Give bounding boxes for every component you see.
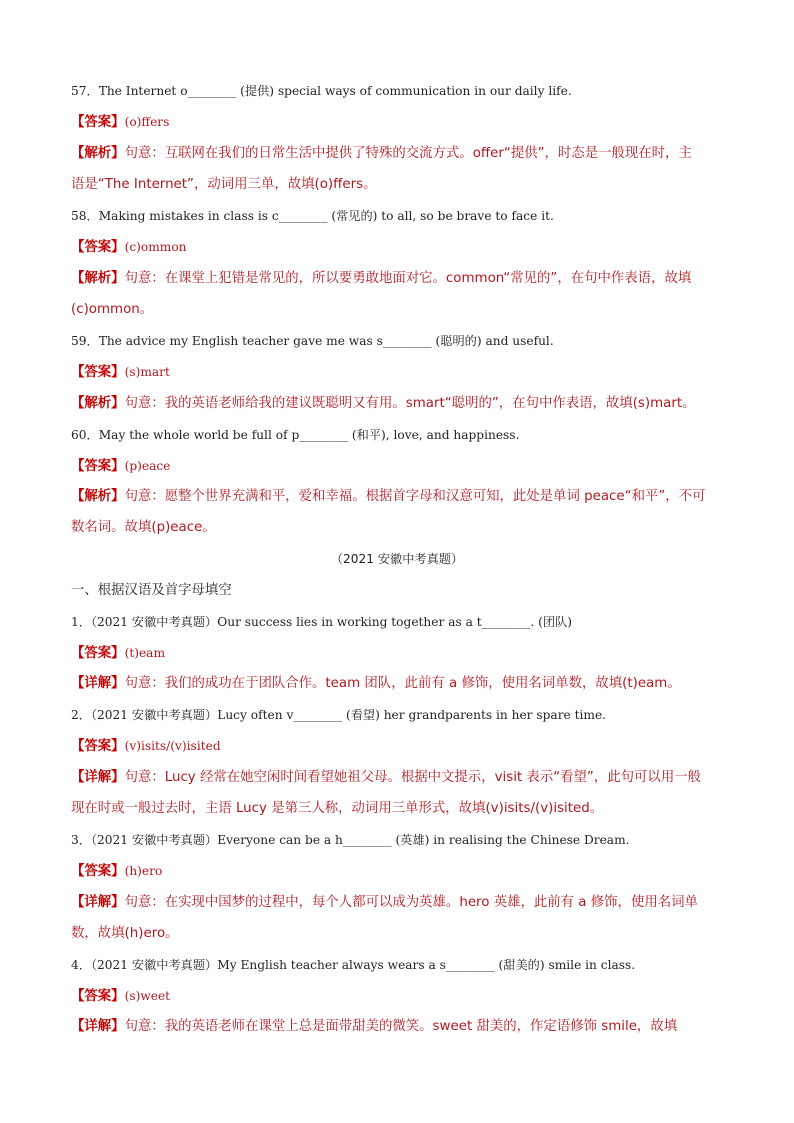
answer-57	[71, 114, 169, 131]
analysis-text: 句意：我的英语老师给我的建议既聪明又有用。smart“聪明的”，在句中作表语，故填(s)mart。	[124, 396, 696, 411]
question-2: 2．（2021 安徽中考真题）Lucy often v________ (看望) her grandparents in her spare time.	[71, 708, 607, 722]
analysis-tag: 【解析】	[71, 489, 125, 504]
answer-1	[71, 645, 165, 662]
answer-4	[71, 988, 170, 1005]
answer-tag: 【答案】	[71, 459, 125, 474]
detail-2-line-2: 现在时或一般过去时，主语 Lucy 是第三人称，动词用三单形式，故填(v)isits/(v)isited。	[71, 801, 604, 816]
answer-58	[71, 239, 187, 256]
answer-tag: 【答案】	[71, 646, 125, 661]
answer-59	[71, 364, 170, 381]
answer-tag: 【答案】	[71, 240, 125, 255]
detail-tag: 【详解】	[71, 895, 125, 910]
answer-text: (p)eace	[124, 459, 171, 473]
analysis-57-line-2: 语是“The Internet”，动词用三单，故填(o)ffers。	[71, 177, 377, 192]
question-58: 58．Making mistakes in class is c________ (常见的) to all, so be brave to face it.	[71, 209, 554, 223]
analysis-text: 句意：在课堂上犯错是常见的，所以要勇敢地面对它。common“常见的”，在句中作表语，故填	[124, 271, 692, 286]
question-3: 3．（2021 安徽中考真题）Everyone can be a h________ (英雄) in realising the Chinese Dream.	[71, 833, 630, 847]
answer-tag: 【答案】	[71, 989, 125, 1004]
answer-text: (o)ffers	[124, 115, 170, 129]
answer-tag: 【答案】	[71, 365, 125, 380]
analysis-tag: 【解析】	[71, 396, 125, 411]
answer-tag: 【答案】	[71, 115, 125, 130]
section-title: （2021 安徽中考真题）	[330, 552, 464, 566]
answer-text: (t)eam	[124, 646, 166, 660]
analysis-57-line-1	[71, 146, 692, 162]
detail-text: 句意：我们的成功在于团队合作。team 团队，此前有 a 修饰，使用名词单数，故填(t)eam。	[124, 676, 681, 691]
answer-text: (c)ommon	[124, 240, 187, 254]
answer-text: (s)mart	[124, 365, 170, 379]
question-60: 60．May the whole world be full of p________ (和平), love, and happiness.	[71, 428, 520, 442]
analysis-tag: 【解析】	[71, 271, 125, 286]
detail-4-line-1	[71, 1019, 677, 1035]
analysis-60-line-1	[71, 489, 705, 505]
detail-tag: 【详解】	[71, 1019, 125, 1034]
question-4: 4．（2021 安徽中考真题）My English teacher always wears a s________ (甜美的) smile in class.	[71, 958, 636, 972]
answer-2	[71, 738, 221, 755]
answer-3	[71, 863, 162, 880]
analysis-58-line-1	[71, 271, 691, 287]
analysis-60-line-2: 数名词。故填(p)eace。	[71, 520, 216, 535]
detail-3-line-1	[71, 895, 698, 911]
answer-text: (h)ero	[124, 864, 163, 878]
answer-tag: 【答案】	[71, 739, 125, 754]
detail-text: 句意：在实现中国梦的过程中，每个人都可以成为英雄。hero 英雄，此前有 a 修饰，使用名词单	[124, 895, 698, 910]
answer-text: (s)weet	[124, 989, 171, 1003]
answer-text: (v)isits/(v)isited	[124, 739, 221, 753]
detail-2-line-1	[71, 770, 701, 786]
answer-tag: 【答案】	[71, 864, 125, 879]
detail-3-line-2: 数，故填(h)ero。	[71, 926, 179, 941]
question-59: 59．The advice my English teacher gave me was s________ (聪明的) and useful.	[71, 334, 554, 348]
question-57: 57．The Internet o________ (提供) special ways of communication in our daily life.	[71, 84, 572, 98]
question-1: 1．（2021 安徽中考真题）Our success lies in working together as a t________. (团队)	[71, 615, 573, 629]
analysis-59-line-1	[71, 396, 696, 412]
analysis-tag: 【解析】	[71, 146, 125, 161]
detail-text: 句意：Lucy 经常在她空闲时间看望她祖父母。根据中文提示，visit 表示“看望”，此句可以用一般	[124, 770, 701, 785]
analysis-text: 句意：互联网在我们的日常生活中提供了特殊的交流方式。offer“提供”，时态是一般现在时，主	[124, 146, 692, 161]
analysis-text: 句意：愿整个世界充满和平，爱和幸福。根据首字母和汉意可知，此处是单词 peace“和平”，不可	[124, 489, 706, 504]
detail-text: 句意：我的英语老师在课堂上总是面带甜美的微笑。sweet 甜美的，作定语修饰 smile，故填	[124, 1019, 678, 1034]
analysis-58-line-2: (c)ommon。	[71, 302, 154, 317]
answer-60	[71, 458, 170, 475]
detail-tag: 【详解】	[71, 770, 125, 785]
detail-1-line-1	[71, 676, 681, 692]
part-heading: 一、根据汉语及首字母填空	[71, 583, 232, 598]
detail-tag: 【详解】	[71, 676, 125, 691]
